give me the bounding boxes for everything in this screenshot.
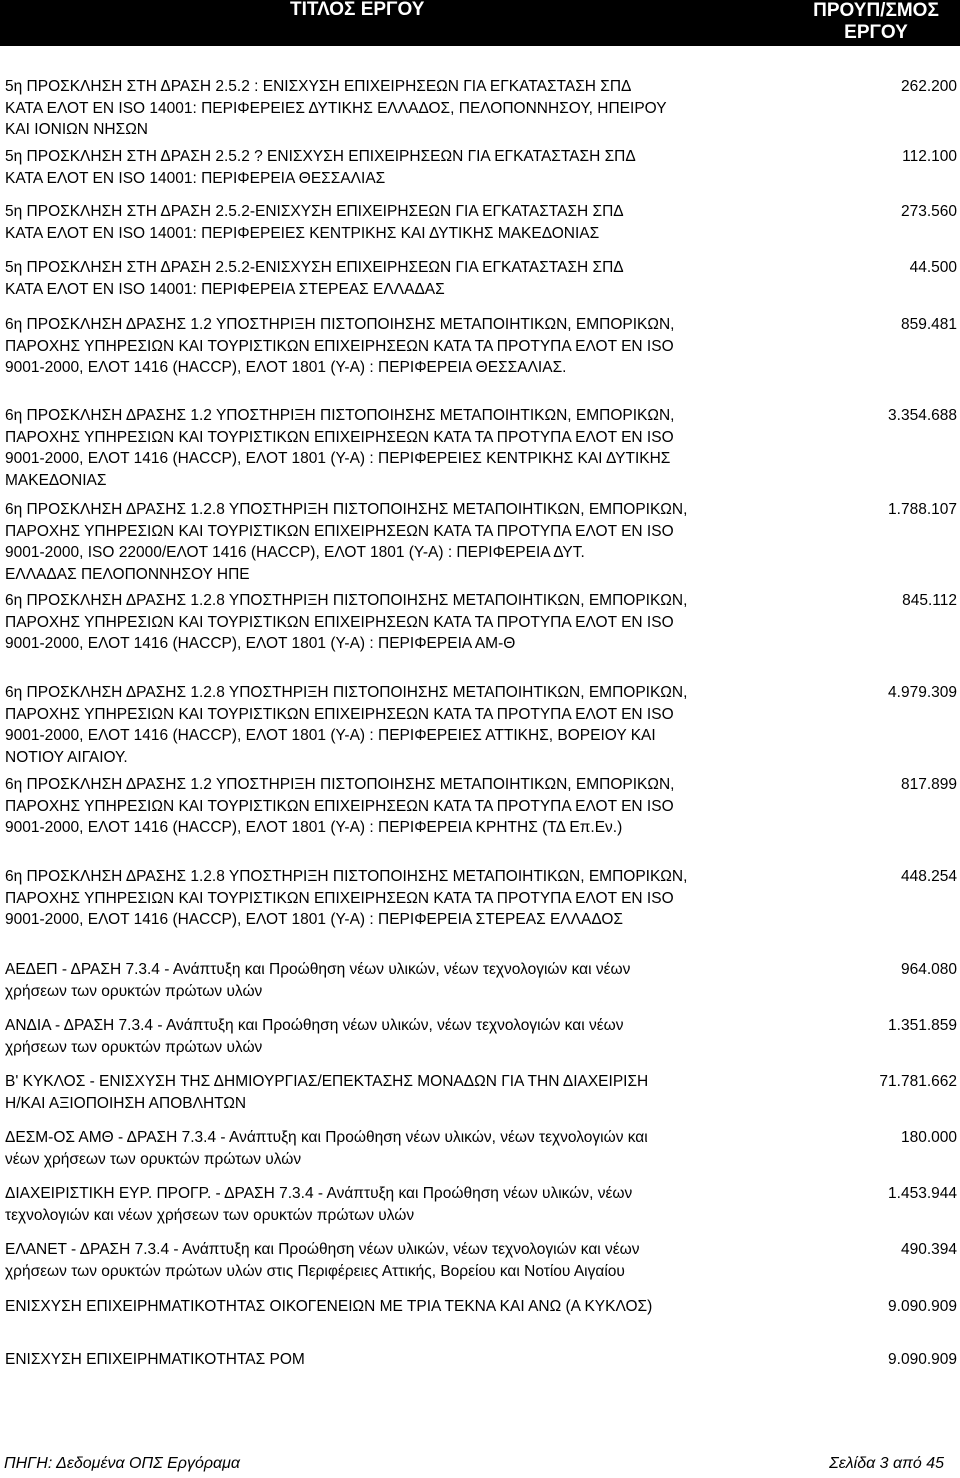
project-title: ΑΝΔΙΑ - ΔΡΑΣΗ 7.3.4 - Ανάπτυξη και Προώθηση νέων υλικών, νέων τεχνολογιών και νέων χρήσεων των ορυκτών πρώτων υλών [5, 1017, 624, 1056]
project-title: ΑΕΔΕΠ - ΔΡΑΣΗ 7.3.4 - Ανάπτυξη και Προώθηση νέων υλικών, νέων τεχνολογιών και νέων χρήσεων των ορυκτών πρώτων υλών [5, 961, 631, 1000]
project-budget: 1.788.107 [888, 501, 957, 518]
budget-column-header: ΠΡΟΥΠ/ΣΜΟΣ ΕΡΓΟΥ [813, 0, 939, 43]
project-budget: 44.500 [909, 259, 957, 276]
project-title: ΔΙΑΧΕΙΡΙΣΤΙΚΗ ΕΥΡ. ΠΡΟΓΡ. - ΔΡΑΣΗ 7.3.4 - Ανάπτυξη και Προώθηση νέων υλικών, νέων τεχνολογιών και νέων χρήσεων των ορυκτών πρώτων υλών [5, 1185, 633, 1224]
project-budget: 1.453.944 [888, 1185, 957, 1202]
project-budget: 490.394 [900, 1241, 957, 1258]
project-title: ΕΛΑΝΕΤ - ΔΡΑΣΗ 7.3.4 - Ανάπτυξη και Προώθηση νέων υλικών, νέων τεχνολογιών και νέων χρήσεων των ορυκτών πρώτων υλών στις Περιφέρειες Αττικής, Βορείου και Νοτίου Αιγαίου [5, 1241, 640, 1280]
project-title: 6η ΠΡΟΣΚΛΗΣΗ ΔΡΑΣΗΣ 1.2.8 ΥΠΟΣΤΗΡΙΞΗ ΠΙΣΤΟΠΟΙΗΣΗΣ ΜΕΤΑΠΟΙΗΤΙΚΩΝ, ΕΜΠΟΡΙΚΩΝ, ΠΑΡΟΧΗΣ ΥΠΗΡΕΣΙΩΝ ΚΑΙ ΤΟΥΡΙΣΤΙΚΩΝ ΕΠΙΧΕΙΡΗΣΕΩΝ ΚΑΤΑ ΤΑ ΠΡΟΤΥΠΑ ΕΛΟΤ ΕΝ ISO 9001-2000, ΕΛΟΤ 1416 (HACCP), ΕΛΟΤ 1801 (Υ-Α) : ΠΕΡΙΦΕΡΕΙΕΣ ΑΤΤΙΚΗΣ, ΒΟΡΕΙΟΥ ΚΑΙ ΝΟΤΙΟΥ ΑΙΓΑΙΟΥ. [5, 684, 688, 766]
project-title: 6η ΠΡΟΣΚΛΗΣΗ ΔΡΑΣΗΣ 1.2.8 ΥΠΟΣΤΗΡΙΞΗ ΠΙΣΤΟΠΟΙΗΣΗΣ ΜΕΤΑΠΟΙΗΤΙΚΩΝ, ΕΜΠΟΡΙΚΩΝ, ΠΑΡΟΧΗΣ ΥΠΗΡΕΣΙΩΝ ΚΑΙ ΤΟΥΡΙΣΤΙΚΩΝ ΕΠΙΧΕΙΡΗΣΕΩΝ ΚΑΤΑ ΤΑ ΠΡΟΤΥΠΑ ΕΛΟΤ ΕΝ ISO 9001-2000, ΕΛΟΤ 1416 (HACCP), ΕΛΟΤ 1801 (Υ-Α) : ΠΕΡΙΦΕΡΕΙΑ ΑΜ-Θ [5, 592, 688, 652]
project-budget: 9.090.909 [888, 1351, 957, 1368]
project-budget: 112.100 [902, 148, 957, 165]
project-title: Β' ΚΥΚΛΟΣ - ΕΝΙΣΧΥΣΗ ΤΗΣ ΔΗΜΙΟΥΡΓΙΑΣ/ΕΠΕΚΤΑΣΗΣ ΜΟΝΑΔΩΝ ΓΙΑ ΤΗΝ ΔΙΑΧΕΙΡΙΣΗ Η/ΚΑΙ ΑΞΙΟΠΟΙΗΣΗ ΑΠΟΒΛΗΤΩΝ [5, 1073, 649, 1112]
project-title: 5η ΠΡΟΣΚΛΗΣΗ ΣΤΗ ΔΡΑΣΗ 2.5.2 : ΕΝΙΣΧΥΣΗ ΕΠΙΧΕΙΡΗΣΕΩΝ ΓΙΑ ΕΓΚΑΤΑΣΤΑΣΗ ΣΠΔ ΚΑΤΑ ΕΛΟΤ ΕΝ ISO 14001: ΠΕΡΙΦΕΡΕΙΕΣ ΔΥΤΙΚΗΣ ΕΛΛΑΔΟΣ, ΠΕΛΟΠΟΝΝΗΣΟΥ, ΗΠΕΙΡΟΥ ΚΑΙ ΙΟΝΙΩΝ ΝΗΣΩΝ [5, 78, 667, 138]
project-title: ΔΕΣΜ-ΟΣ ΑΜΘ - ΔΡΑΣΗ 7.3.4 - Ανάπτυξη και Προώθηση νέων υλικών, νέων τεχνολογιών και νέων χρήσεων των ορυκτών πρώτων υλών [5, 1129, 648, 1168]
project-budget: 4.979.309 [888, 684, 957, 701]
project-budget: 180.000 [900, 1129, 957, 1146]
project-budget: 859.481 [900, 316, 957, 333]
project-budget: 9.090.909 [888, 1298, 957, 1315]
project-title: 5η ΠΡΟΣΚΛΗΣΗ ΣΤΗ ΔΡΑΣΗ 2.5.2-ΕΝΙΣΧΥΣΗ ΕΠΙΧΕΙΡΗΣΕΩΝ ΓΙΑ ΕΓΚΑΤΑΣΤΑΣΗ ΣΠΔ ΚΑΤΑ ΕΛΟΤ ΕΝ ISO 14001: ΠΕΡΙΦΕΡΕΙΑ ΣΤΕΡΕΑΣ ΕΛΛΑΔΑΣ [5, 259, 624, 298]
project-budget: 845.112 [902, 592, 957, 609]
page-footer [0, 1452, 960, 1476]
project-title: 5η ΠΡΟΣΚΛΗΣΗ ΣΤΗ ΔΡΑΣΗ 2.5.2-ΕΝΙΣΧΥΣΗ ΕΠΙΧΕΙΡΗΣΕΩΝ ΓΙΑ ΕΓΚΑΤΑΣΤΑΣΗ ΣΠΔ ΚΑΤΑ ΕΛΟΤ ΕΝ ISO 14001: ΠΕΡΙΦΕΡΕΙΕΣ ΚΕΝΤΡΙΚΗΣ ΚΑΙ ΔΥΤΙΚΗΣ ΜΑΚΕΔΟΝΙΑΣ [5, 203, 624, 242]
project-budget: 964.080 [900, 961, 957, 978]
project-title: 6η ΠΡΟΣΚΛΗΣΗ ΔΡΑΣΗΣ 1.2.8 ΥΠΟΣΤΗΡΙΞΗ ΠΙΣΤΟΠΟΙΗΣΗΣ ΜΕΤΑΠΟΙΗΤΙΚΩΝ, ΕΜΠΟΡΙΚΩΝ, ΠΑΡΟΧΗΣ ΥΠΗΡΕΣΙΩΝ ΚΑΙ ΤΟΥΡΙΣΤΙΚΩΝ ΕΠΙΧΕΙΡΗΣΕΩΝ ΚΑΤΑ ΤΑ ΠΡΟΤΥΠΑ ΕΛΟΤ ΕΝ ISO 9001-2000, ISO 22000/ΕΛΟΤ 1416 (HACCP), ΕΛΟΤ 1801 (Υ-Α) : ΠΕΡΙΦΕΡΕΙΑ ΔΥΤ. ΕΛΛΑΔΑΣ ΠΕΛΟΠΟΝΝΗΣΟΥ ΗΠΕ [5, 501, 688, 583]
project-title: 6η ΠΡΟΣΚΛΗΣΗ ΔΡΑΣΗΣ 1.2 ΥΠΟΣΤΗΡΙΞΗ ΠΙΣΤΟΠΟΙΗΣΗΣ ΜΕΤΑΠΟΙΗΤΙΚΩΝ, ΕΜΠΟΡΙΚΩΝ, ΠΑΡΟΧΗΣ ΥΠΗΡΕΣΙΩΝ ΚΑΙ ΤΟΥΡΙΣΤΙΚΩΝ ΕΠΙΧΕΙΡΗΣΕΩΝ ΚΑΤΑ ΤΑ ΠΡΟΤΥΠΑ ΕΛΟΤ ΕΝ ISO 9001-2000, ΕΛΟΤ 1416 (HACCP), ΕΛΟΤ 1801 (Υ-Α) : ΠΕΡΙΦΕΡΕΙΑ ΚΡΗΤΗΣ (ΤΔ Επ.Εν.) [5, 776, 675, 836]
project-title: ΕΝΙΣΧΥΣΗ ΕΠΙΧΕΙΡΗΜΑΤΙΚΟΤΗΤΑΣ ΟΙΚΟΓΕΝΕΙΩΝ ΜΕ ΤΡΙΑ ΤΕΚΝΑ ΚΑΙ ΑΝΩ (Α ΚΥΚΛΟΣ) [5, 1298, 653, 1315]
project-budget: 3.354.688 [888, 407, 957, 424]
title-column-header: ΤΙΤΛΟΣ ΕΡΓΟΥ [290, 0, 425, 20]
project-budget: 262.200 [900, 78, 957, 95]
project-budget: 817.899 [900, 776, 957, 793]
project-title: 6η ΠΡΟΣΚΛΗΣΗ ΔΡΑΣΗΣ 1.2.8 ΥΠΟΣΤΗΡΙΞΗ ΠΙΣΤΟΠΟΙΗΣΗΣ ΜΕΤΑΠΟΙΗΤΙΚΩΝ, ΕΜΠΟΡΙΚΩΝ, ΠΑΡΟΧΗΣ ΥΠΗΡΕΣΙΩΝ ΚΑΙ ΤΟΥΡΙΣΤΙΚΩΝ ΕΠΙΧΕΙΡΗΣΕΩΝ ΚΑΤΑ ΤΑ ΠΡΟΤΥΠΑ ΕΛΟΤ ΕΝ ISO 9001-2000, ΕΛΟΤ 1416 (HACCP), ΕΛΟΤ 1801 (Υ-Α) : ΠΕΡΙΦΕΡΕΙΑ ΣΤΕΡΕΑΣ ΕΛΛΑΔΟΣ [5, 868, 688, 928]
project-budget: 273.560 [900, 203, 957, 220]
project-title: 5η ΠΡΟΣΚΛΗΣΗ ΣΤΗ ΔΡΑΣΗ 2.5.2 ? ΕΝΙΣΧΥΣΗ ΕΠΙΧΕΙΡΗΣΕΩΝ ΓΙΑ ΕΓΚΑΤΑΣΤΑΣΗ ΣΠΔ ΚΑΤΑ ΕΛΟΤ ΕΝ ISO 14001: ΠΕΡΙΦΕΡΕΙΑ ΘΕΣΣΑΛΙΑΣ [5, 148, 636, 187]
project-budget: 71.781.662 [879, 1073, 957, 1090]
project-title: 6η ΠΡΟΣΚΛΗΣΗ ΔΡΑΣΗΣ 1.2 ΥΠΟΣΤΗΡΙΞΗ ΠΙΣΤΟΠΟΙΗΣΗΣ ΜΕΤΑΠΟΙΗΤΙΚΩΝ, ΕΜΠΟΡΙΚΩΝ, ΠΑΡΟΧΗΣ ΥΠΗΡΕΣΙΩΝ ΚΑΙ ΤΟΥΡΙΣΤΙΚΩΝ ΕΠΙΧΕΙΡΗΣΕΩΝ ΚΑΤΑ ΤΑ ΠΡΟΤΥΠΑ ΕΛΟΤ ΕΝ ISO 9001-2000, ΕΛΟΤ 1416 (HACCP), ΕΛΟΤ 1801 (Υ-Α) : ΠΕΡΙΦΕΡΕΙΕΣ ΚΕΝΤΡΙΚΗΣ ΚΑΙ ΔΥΤΙΚΗΣ ΜΑΚΕΔΟΝΙΑΣ [5, 407, 675, 489]
project-budget: 1.351.859 [888, 1017, 957, 1034]
project-title: ΕΝΙΣΧΥΣΗ ΕΠΙΧΕΙΡΗΜΑΤΙΚΟΤΗΤΑΣ ΡΟΜ [5, 1351, 305, 1368]
data-source: ΠΗΓΗ: Δεδομένα ΟΠΣ Εργόραμα [4, 1455, 241, 1472]
page-number: Σελίδα 3 από 45 [829, 1455, 944, 1472]
project-title: 6η ΠΡΟΣΚΛΗΣΗ ΔΡΑΣΗΣ 1.2 ΥΠΟΣΤΗΡΙΞΗ ΠΙΣΤΟΠΟΙΗΣΗΣ ΜΕΤΑΠΟΙΗΤΙΚΩΝ, ΕΜΠΟΡΙΚΩΝ, ΠΑΡΟΧΗΣ ΥΠΗΡΕΣΙΩΝ ΚΑΙ ΤΟΥΡΙΣΤΙΚΩΝ ΕΠΙΧΕΙΡΗΣΕΩΝ ΚΑΤΑ ΤΑ ΠΡΟΤΥΠΑ ΕΛΟΤ ΕΝ ISO 9001-2000, ΕΛΟΤ 1416 (HACCP), ΕΛΟΤ 1801 (Υ-Α) : ΠΕΡΙΦΕΡΕΙΑ ΘΕΣΣΑΛΙΑΣ. [5, 316, 675, 376]
project-budget: 448.254 [900, 868, 957, 885]
